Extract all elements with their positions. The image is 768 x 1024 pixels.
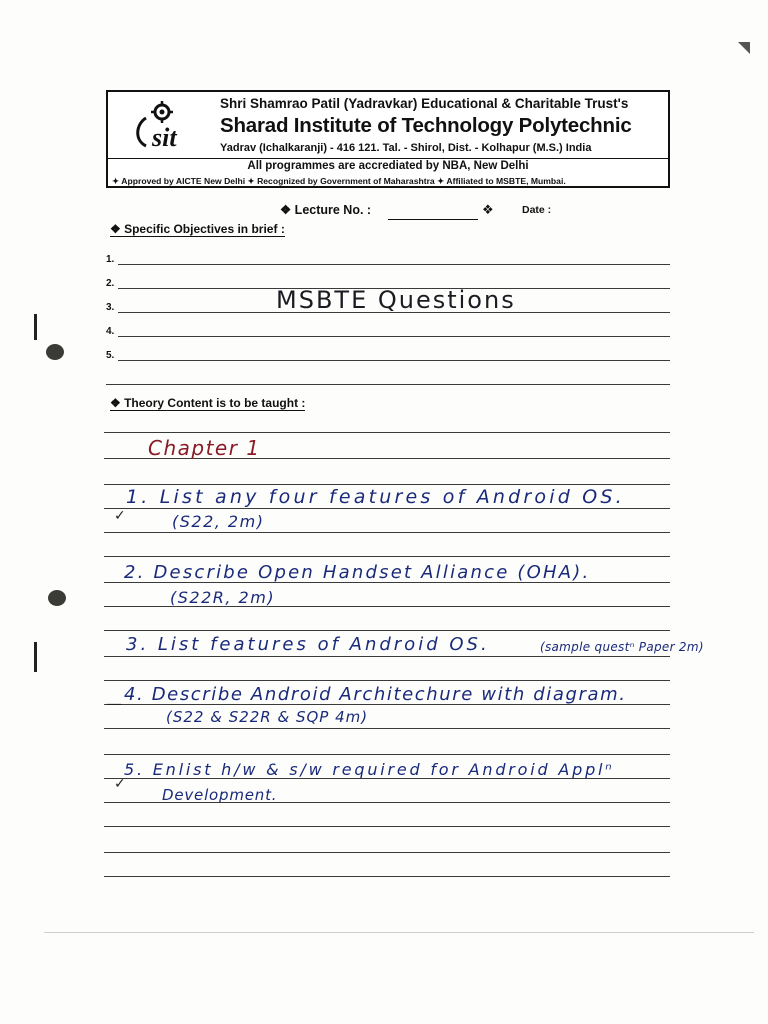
dash-mark: — xyxy=(106,694,122,713)
institute-header xyxy=(106,90,670,188)
approvals-text: ✦ Approved by AICTE New Delhi ✦ Recognized by Government of Maharashtra ✦ Affiliated to MSBTE, Mumbai. xyxy=(112,176,566,186)
institute-address: Yadrav (Ichalkaranji) - 416 121. Tal. - Shirol, Dist. - Kolhapur (M.S.) India xyxy=(220,142,592,154)
ruled-line xyxy=(118,336,670,337)
svg-text:sit: sit xyxy=(152,123,177,152)
ruled-line xyxy=(104,656,670,657)
ruled-line xyxy=(104,630,670,631)
institute-logo xyxy=(122,98,200,152)
date-label: Date : xyxy=(522,204,552,216)
margin-mark xyxy=(34,314,37,340)
objective-number: 4. xyxy=(106,326,115,337)
handwritten-objective: MSBTE Questions xyxy=(276,286,516,314)
page-edge-line xyxy=(44,932,754,933)
question-5-continuation: Development. xyxy=(162,786,278,804)
page-fold-corner xyxy=(738,42,750,54)
question-3: 3. List features of Android OS. xyxy=(126,634,490,655)
lecture-number-line xyxy=(388,219,478,220)
ruled-line xyxy=(104,754,670,755)
question-3-source: (sample questⁿ Paper 2m) xyxy=(540,640,704,654)
question-4-source: (S22 & S22R & SQP 4m) xyxy=(166,708,369,726)
lecture-number-label: ❖ Lecture No. : xyxy=(280,203,372,217)
institute-name: Sharad Institute of Technology Polytechnic xyxy=(220,114,632,137)
chapter-title: Chapter 1 xyxy=(148,436,261,460)
ruled-line xyxy=(104,680,670,681)
check-mark-icon: ✓ xyxy=(114,508,126,524)
margin-mark xyxy=(34,642,37,672)
ruled-line xyxy=(104,876,670,877)
ruled-line xyxy=(104,484,670,485)
ruled-line xyxy=(106,384,670,385)
accreditation-text: All programmes are accrediated by NBA, New Delhi xyxy=(247,160,529,172)
question-2-source: (S22R, 2m) xyxy=(170,588,276,607)
theory-heading: ❖ Theory Content is to be taught : xyxy=(110,396,306,410)
ruled-line xyxy=(104,826,670,827)
question-4: 4. Describe Android Architechure with diagram. xyxy=(124,684,627,705)
punch-hole xyxy=(46,344,64,360)
ruled-line xyxy=(118,360,670,361)
ruled-line xyxy=(104,556,670,557)
ruled-line xyxy=(104,532,670,533)
question-2: 2. Describe Open Handset Alliance (OHA). xyxy=(124,562,591,583)
question-1: 1. List any four features of Android OS. xyxy=(126,486,625,508)
trust-name: Shri Shamrao Patil (Yadravkar) Educational & Charitable Trust's xyxy=(220,96,629,111)
diamond-icon: ❖ xyxy=(482,202,494,217)
objective-number: 5. xyxy=(106,350,115,361)
punch-hole xyxy=(48,590,66,606)
objective-number: 3. xyxy=(106,302,115,313)
ruled-line xyxy=(104,728,670,729)
ruled-line xyxy=(118,264,670,265)
objective-number: 2. xyxy=(106,278,115,289)
check-mark-icon: ✓ xyxy=(114,776,126,792)
ruled-line xyxy=(104,432,670,433)
header-divider xyxy=(108,158,668,159)
ruled-line xyxy=(104,508,670,509)
question-5: 5. Enlist h/w & s/w required for Android Applⁿ xyxy=(124,760,615,779)
objectives-heading: ❖ Specific Objectives in brief : xyxy=(110,222,285,236)
objective-number: 1. xyxy=(106,254,115,265)
ruled-line xyxy=(104,852,670,853)
question-1-source: (S22, 2m) xyxy=(172,512,265,531)
